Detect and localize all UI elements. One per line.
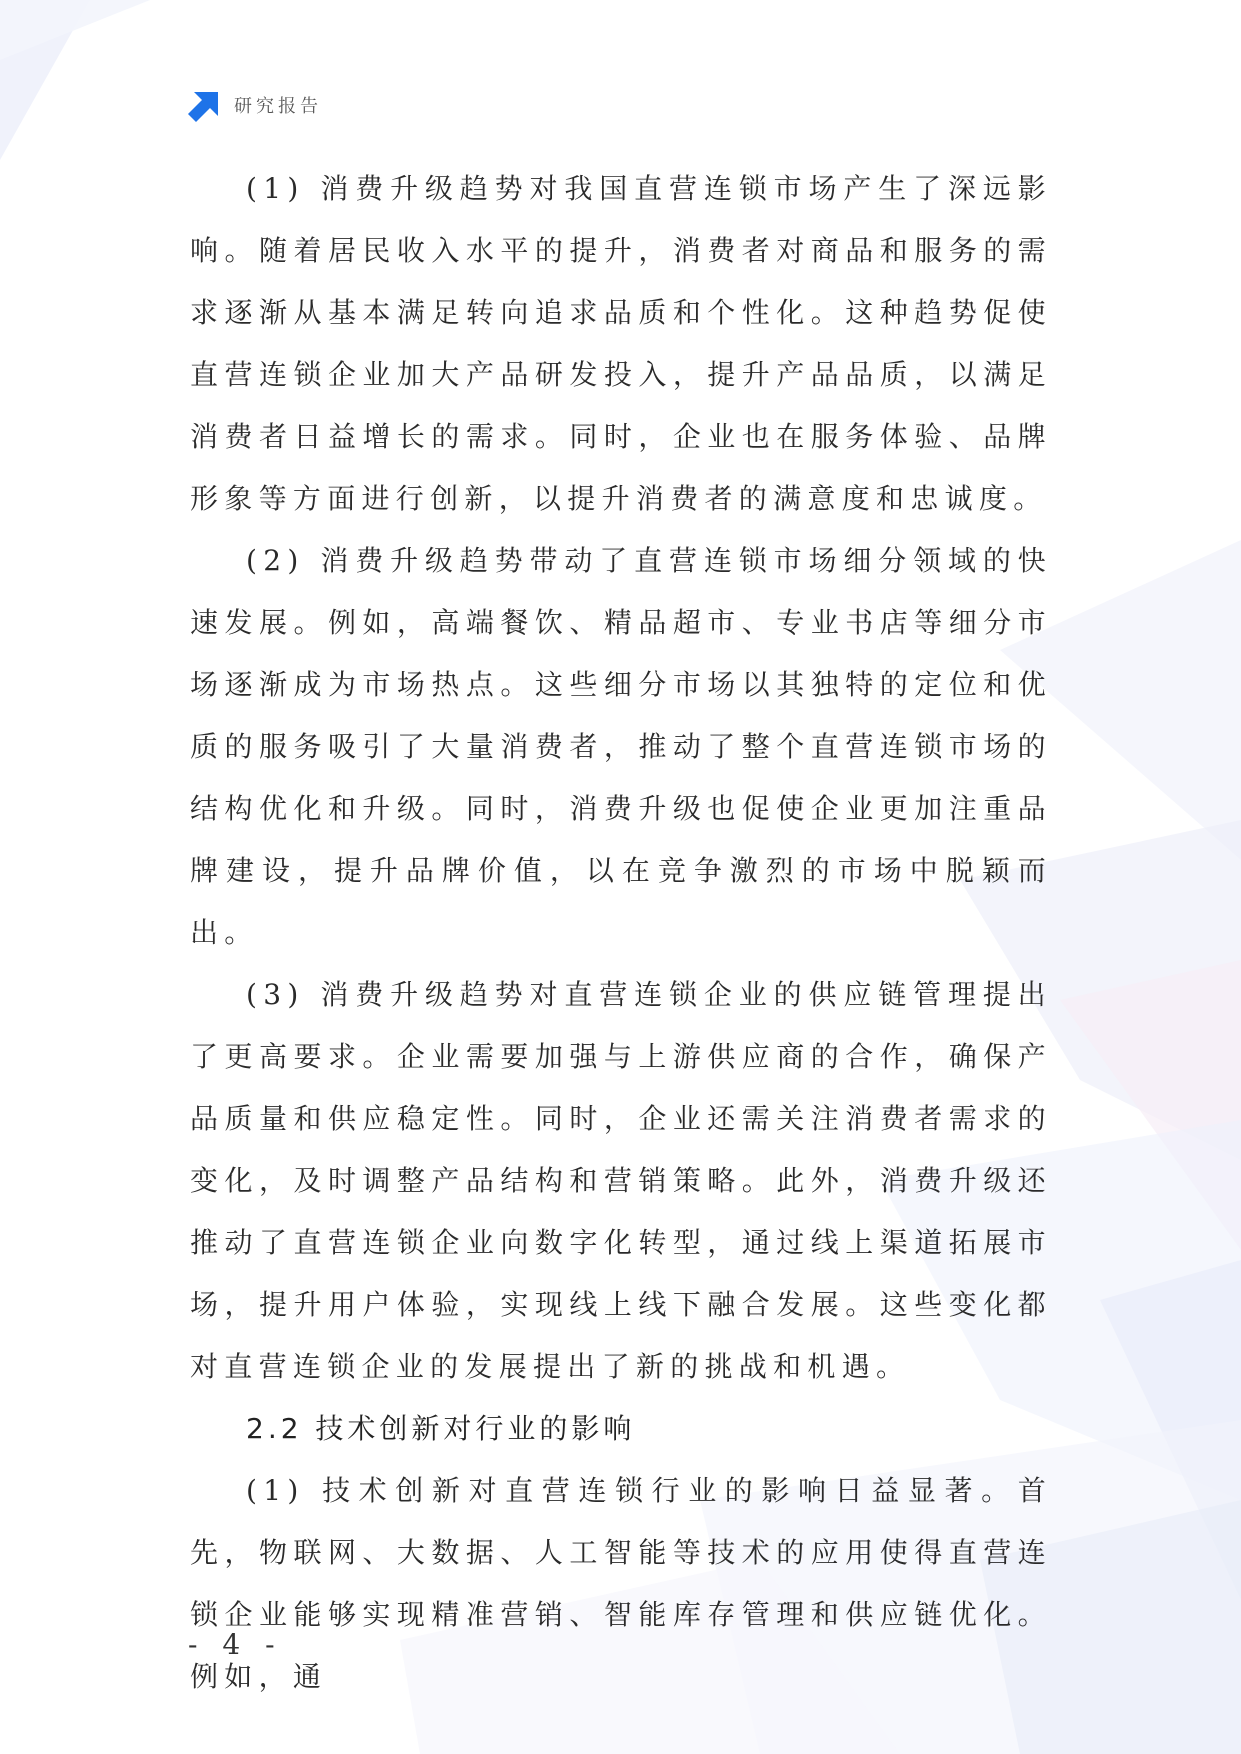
arrow-up-right-icon (188, 88, 222, 122)
header-title: 研究报告 (234, 96, 322, 117)
section-heading: 2.2 技术创新对行业的影响 (246, 1412, 636, 1445)
page-header (188, 88, 322, 122)
paragraph: (3) 消费升级趋势对直营连锁企业的供应链管理提出了更高要求。企业需要加强与上游供应商的合作，确保产品质量和供应稳定性。同时，企业还需关注消费者需求的变化，及时调整产品结构和营销策略。此外，消费升级还推动了直营连锁企业向数字化转型，通过线上渠道拓展市场，提升用户体验，实现线上线下融合发展。这些变化都对直营连锁企业的发展提出了新的挑战和机遇。 (190, 978, 1052, 1383)
document-body (190, 158, 1052, 1708)
paragraph: (1) 技术创新对直营连锁行业的影响日益显著。首先，物联网、大数据、人工智能等技术的应用使得直营连锁企业能够实现精准营销、智能库存管理和供应链优化。例如，通 (190, 1474, 1052, 1693)
page-number: - 4 - (188, 1628, 283, 1661)
paragraph: (1) 消费升级趋势对我国直营连锁市场产生了深远影响。随着居民收入水平的提升，消费者对商品和服务的需求逐渐从基本满足转向追求品质和个性化。这种趋势促使直营连锁企业加大产品研发投入，提升产品品质，以满足消费者日益增长的需求。同时，企业也在服务体验、品牌形象等方面进行创新，以提升消费者的满意度和忠诚度。 (190, 172, 1052, 515)
paragraph: (2) 消费升级趋势带动了直营连锁市场细分领域的快速发展。例如，高端餐饮、精品超市、专业书店等细分市场逐渐成为市场热点。这些细分市场以其独特的定位和优质的服务吸引了大量消费者，推动了整个直营连锁市场的结构优化和升级。同时，消费升级也促使企业更加注重品牌建设，提升品牌价值，以在竞争激烈的市场中脱颖而出。 (190, 544, 1052, 949)
